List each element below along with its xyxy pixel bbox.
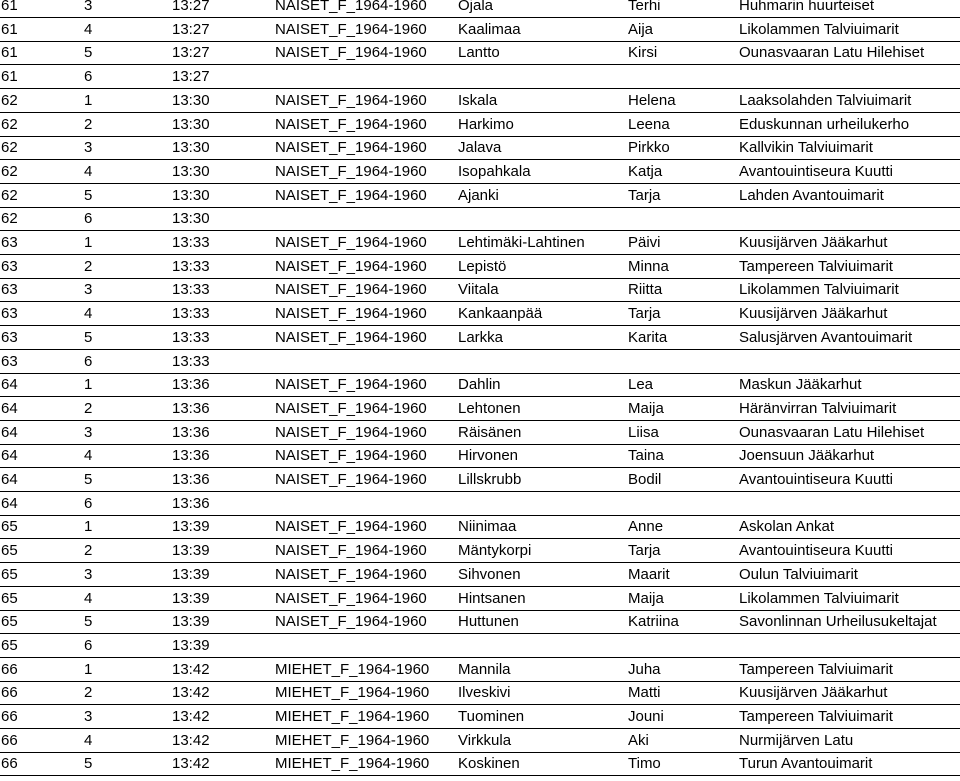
table-row (0, 160, 960, 184)
table-row (0, 729, 960, 753)
last-name: Niinimaa (458, 518, 517, 536)
series-class: MIEHET_F_1964-1960 (275, 708, 430, 725)
lane-number: 4 (84, 20, 93, 38)
start-time: 13:27 (172, 44, 210, 62)
lane-number: 6 (84, 68, 93, 86)
club-name: Huhmarin huurteiset (739, 0, 875, 14)
heat-number: 63 (1, 281, 18, 299)
heat-number: 65 (1, 589, 18, 607)
series-class: NAISET_F_1964-1960 (275, 376, 427, 394)
last-name: Larkka (458, 328, 504, 346)
club-name: Kallvikin Talviuimarit (739, 139, 873, 157)
series-class: NAISET_F_1964-1960 (275, 305, 427, 323)
club-name: Salusjärven Avantouimarit (739, 328, 913, 346)
club-name: Nurmijärven Latu (739, 731, 854, 749)
start-time: 13:42 (172, 708, 210, 725)
club-name: Lahden Avantouimarit (739, 186, 884, 204)
lane-number: 1 (84, 518, 93, 536)
heat-number: 63 (1, 257, 18, 275)
table-row (0, 610, 960, 634)
club-name: Kuusijärven Jääkarhut (739, 234, 888, 251)
series-class: NAISET_F_1964-1960 (275, 589, 427, 607)
lane-number: 3 (84, 423, 93, 441)
last-name: Mannila (458, 660, 511, 678)
table-row (0, 468, 960, 492)
table-row (0, 18, 960, 42)
lane-number: 4 (84, 589, 93, 607)
heat-number: 63 (1, 352, 18, 370)
club-name: Ounasvaaran Latu Hilehiset (739, 423, 925, 441)
first-name: Tarja (628, 305, 661, 323)
last-name: Mäntykorpi (458, 542, 532, 560)
lane-number: 2 (84, 115, 93, 133)
heat-number: 66 (1, 755, 18, 773)
first-name: Katriina (628, 613, 679, 631)
table-row (0, 658, 960, 682)
last-name: Lantto (458, 44, 500, 62)
table-row (0, 515, 960, 539)
last-name: Lehtimäki-Lahtinen (458, 234, 585, 251)
start-time: 13:33 (172, 328, 210, 346)
heat-number: 63 (1, 328, 18, 346)
last-name: Ajanki (458, 186, 499, 204)
start-time: 13:30 (172, 91, 210, 109)
series-class: NAISET_F_1964-1960 (275, 399, 427, 417)
first-name: Tarja (628, 542, 661, 560)
club-name: Häränvirran Talviuimarit (739, 399, 897, 417)
table-row (0, 492, 960, 516)
series-class: NAISET_F_1964-1960 (275, 115, 427, 133)
start-time: 13:33 (172, 352, 210, 370)
table-row (0, 444, 960, 468)
series-class: NAISET_F_1964-1960 (275, 20, 427, 38)
first-name: Helena (628, 91, 676, 109)
lane-number: 5 (84, 613, 93, 631)
table-row (0, 587, 960, 611)
table-row (0, 113, 960, 137)
first-name: Minna (628, 257, 669, 275)
series-class: NAISET_F_1964-1960 (275, 0, 427, 14)
start-time: 13:42 (172, 731, 210, 749)
heat-number: 61 (1, 20, 18, 38)
lane-number: 5 (84, 328, 93, 346)
club-name: Askolan Ankat (739, 518, 835, 536)
last-name: Isopahkala (458, 162, 531, 180)
club-name: Laaksolahden Talviuimarit (739, 91, 912, 109)
heat-number: 63 (1, 234, 18, 251)
last-name: Virkkula (458, 731, 512, 749)
first-name: Maija (628, 589, 664, 607)
start-time: 13:42 (172, 684, 210, 702)
lane-number: 4 (84, 731, 93, 749)
heat-number: 64 (1, 471, 18, 488)
heat-number: 62 (1, 91, 18, 109)
heat-number: 65 (1, 565, 18, 583)
series-class: NAISET_F_1964-1960 (275, 186, 427, 204)
heat-number: 65 (1, 636, 18, 654)
start-time: 13:27 (172, 68, 210, 86)
first-name: Maija (628, 399, 664, 417)
first-name: Riitta (628, 281, 663, 299)
heat-number: 64 (1, 447, 18, 465)
lane-number: 6 (84, 494, 93, 512)
first-name: Kirsi (628, 44, 658, 62)
last-name: Hirvonen (458, 447, 519, 465)
start-time: 13:39 (172, 589, 210, 607)
start-time: 13:30 (172, 162, 210, 180)
lane-number: 1 (84, 91, 93, 109)
start-time: 13:27 (172, 0, 210, 14)
last-name: Tuominen (458, 708, 525, 725)
table-row (0, 373, 960, 397)
start-time: 13:33 (172, 281, 210, 299)
club-name: Kuusijärven Jääkarhut (739, 684, 888, 702)
first-name: Timo (628, 755, 661, 773)
table-row (0, 421, 960, 445)
start-time: 13:39 (172, 542, 210, 560)
series-class: NAISET_F_1964-1960 (275, 447, 427, 465)
last-name: Sihvonen (458, 565, 521, 583)
lane-number: 1 (84, 234, 93, 251)
start-time: 13:36 (172, 471, 210, 488)
heat-number: 66 (1, 660, 18, 678)
last-name: Iskala (458, 91, 498, 109)
last-name: Kankaanpää (458, 305, 543, 323)
first-name: Anne (628, 518, 664, 536)
last-name: Jalava (458, 139, 502, 157)
first-name: Liisa (628, 423, 659, 441)
club-name: Likolammen Talviuimarit (739, 281, 899, 299)
club-name: Joensuun Jääkarhut (739, 447, 875, 465)
lane-number: 2 (84, 399, 93, 417)
last-name: Huttunen (458, 613, 519, 631)
heat-number: 61 (1, 44, 18, 62)
series-class: NAISET_F_1964-1960 (275, 44, 427, 62)
series-class: NAISET_F_1964-1960 (275, 162, 427, 180)
club-name: Kuusijärven Jääkarhut (739, 305, 888, 323)
table-row (0, 705, 960, 729)
start-time: 13:30 (172, 210, 210, 228)
table-row (0, 136, 960, 160)
first-name: Matti (628, 684, 661, 702)
series-class: NAISET_F_1964-1960 (275, 234, 427, 251)
start-time: 13:39 (172, 613, 210, 631)
series-class: NAISET_F_1964-1960 (275, 328, 427, 346)
heat-number: 62 (1, 186, 18, 204)
table-row (0, 207, 960, 231)
first-name: Tarja (628, 186, 661, 204)
series-class: NAISET_F_1964-1960 (275, 613, 427, 631)
table-row (0, 0, 960, 18)
table-row (0, 539, 960, 563)
first-name: Pirkko (628, 139, 670, 157)
table-row (0, 278, 960, 302)
club-name: Ounasvaaran Latu Hilehiset (739, 44, 925, 62)
first-name: Aija (628, 20, 654, 38)
lane-number: 4 (84, 447, 93, 465)
heat-number: 66 (1, 708, 18, 725)
start-time: 13:39 (172, 518, 210, 536)
first-name: Bodil (628, 471, 662, 488)
club-name: Eduskunnan urheilukerho (739, 115, 910, 133)
lane-number: 4 (84, 305, 93, 323)
heat-number: 66 (1, 731, 18, 749)
heat-number: 65 (1, 518, 18, 536)
first-name: Lea (628, 376, 654, 394)
first-name: Maarit (628, 565, 670, 583)
last-name: Räisänen (458, 423, 522, 441)
club-name: Tampereen Talviuimarit (739, 660, 893, 678)
first-name: Katja (628, 162, 663, 180)
heat-number: 64 (1, 376, 18, 394)
heat-number: 66 (1, 684, 18, 702)
club-name: Savonlinnan Urheilusukeltajat (739, 613, 937, 631)
lane-number: 2 (84, 257, 93, 275)
table-row (0, 350, 960, 374)
first-name: Juha (628, 660, 661, 678)
lane-number: 3 (84, 0, 93, 14)
last-name: Lepistö (458, 257, 507, 275)
heat-number: 62 (1, 115, 18, 133)
start-time: 13:39 (172, 636, 210, 654)
lane-number: 2 (84, 542, 93, 560)
club-name: Avantouintiseura Kuutti (739, 542, 893, 560)
first-name: Aki (628, 731, 649, 749)
table-row (0, 231, 960, 255)
table-row (0, 41, 960, 65)
last-name: Kaalimaa (458, 20, 521, 38)
start-time: 13:42 (172, 660, 210, 678)
first-name: Karita (628, 328, 668, 346)
start-time: 13:30 (172, 115, 210, 133)
start-time: 13:33 (172, 257, 210, 275)
club-name: Avantouintiseura Kuutti (739, 162, 893, 180)
first-name: Taina (628, 447, 664, 465)
series-class: NAISET_F_1964-1960 (275, 139, 427, 157)
start-time: 13:36 (172, 423, 210, 441)
first-name: Leena (628, 115, 670, 133)
first-name: Päivi (628, 234, 661, 251)
series-class: NAISET_F_1964-1960 (275, 518, 427, 536)
last-name: Lehtonen (458, 399, 521, 417)
club-name: Tampereen Talviuimarit (739, 257, 893, 275)
table-row (0, 302, 960, 326)
lane-number: 3 (84, 139, 93, 157)
first-name: Jouni (628, 708, 664, 725)
lane-number: 2 (84, 684, 93, 702)
start-time: 13:30 (172, 186, 210, 204)
series-class: NAISET_F_1964-1960 (275, 91, 427, 109)
table-row (0, 89, 960, 113)
lane-number: 6 (84, 210, 93, 228)
start-time: 13:39 (172, 565, 210, 583)
series-class: NAISET_F_1964-1960 (275, 281, 427, 299)
lane-number: 1 (84, 660, 93, 678)
series-class: NAISET_F_1964-1960 (275, 423, 427, 441)
table-row (0, 397, 960, 421)
start-time: 13:33 (172, 234, 210, 251)
start-time: 13:36 (172, 399, 210, 417)
heat-number: 64 (1, 399, 18, 417)
table-row (0, 752, 960, 776)
series-class: NAISET_F_1964-1960 (275, 565, 427, 583)
first-name: Terhi (628, 0, 661, 14)
series-class: MIEHET_F_1964-1960 (275, 684, 430, 702)
heat-number: 65 (1, 542, 18, 560)
table-row (0, 255, 960, 279)
heat-number: 61 (1, 68, 18, 86)
start-time: 13:33 (172, 305, 210, 323)
club-name: Turun Avantouimarit (739, 755, 873, 773)
heat-number: 65 (1, 613, 18, 631)
last-name: Ojala (458, 0, 494, 14)
heat-number: 64 (1, 494, 18, 512)
lane-number: 6 (84, 352, 93, 370)
lane-number: 3 (84, 565, 93, 583)
lane-number: 5 (84, 44, 93, 62)
last-name: Ilveskivi (458, 684, 511, 702)
series-class: NAISET_F_1964-1960 (275, 542, 427, 560)
heat-number: 64 (1, 423, 18, 441)
table-row (0, 326, 960, 350)
start-time: 13:42 (172, 755, 210, 773)
last-name: Lillskrubb (458, 471, 522, 488)
heat-number: 62 (1, 139, 18, 157)
lane-number: 5 (84, 186, 93, 204)
club-name: Maskun Jääkarhut (739, 376, 862, 394)
lane-number: 1 (84, 376, 93, 394)
series-class: NAISET_F_1964-1960 (275, 471, 427, 488)
club-name: Avantouintiseura Kuutti (739, 471, 893, 488)
table-row (0, 634, 960, 658)
club-name: Likolammen Talviuimarit (739, 589, 899, 607)
start-time: 13:30 (172, 139, 210, 157)
series-class: MIEHET_F_1964-1960 (275, 660, 430, 678)
start-time: 13:27 (172, 20, 210, 38)
last-name: Viitala (458, 281, 499, 299)
series-class: MIEHET_F_1964-1960 (275, 731, 430, 749)
lane-number: 5 (84, 755, 93, 773)
last-name: Hintsanen (458, 589, 526, 607)
table-row (0, 184, 960, 208)
table-row (0, 65, 960, 89)
series-class: MIEHET_F_1964-1960 (275, 755, 430, 773)
table-row (0, 563, 960, 587)
heat-number: 61 (1, 0, 18, 14)
lane-number: 6 (84, 636, 93, 654)
lane-number: 3 (84, 281, 93, 299)
heat-number: 62 (1, 210, 18, 228)
club-name: Oulun Talviuimarit (739, 565, 858, 583)
last-name: Dahlin (458, 376, 501, 394)
lane-number: 3 (84, 708, 93, 725)
start-time: 13:36 (172, 447, 210, 465)
table-row (0, 681, 960, 705)
last-name: Harkimo (458, 115, 514, 133)
heat-number: 63 (1, 305, 18, 323)
series-class: NAISET_F_1964-1960 (275, 257, 427, 275)
last-name: Koskinen (458, 755, 520, 773)
heat-number: 62 (1, 162, 18, 180)
lane-number: 5 (84, 471, 93, 488)
start-time: 13:36 (172, 376, 210, 394)
start-time: 13:36 (172, 494, 210, 512)
club-name: Likolammen Talviuimarit (739, 20, 899, 38)
club-name: Tampereen Talviuimarit (739, 708, 893, 725)
lane-number: 4 (84, 162, 93, 180)
